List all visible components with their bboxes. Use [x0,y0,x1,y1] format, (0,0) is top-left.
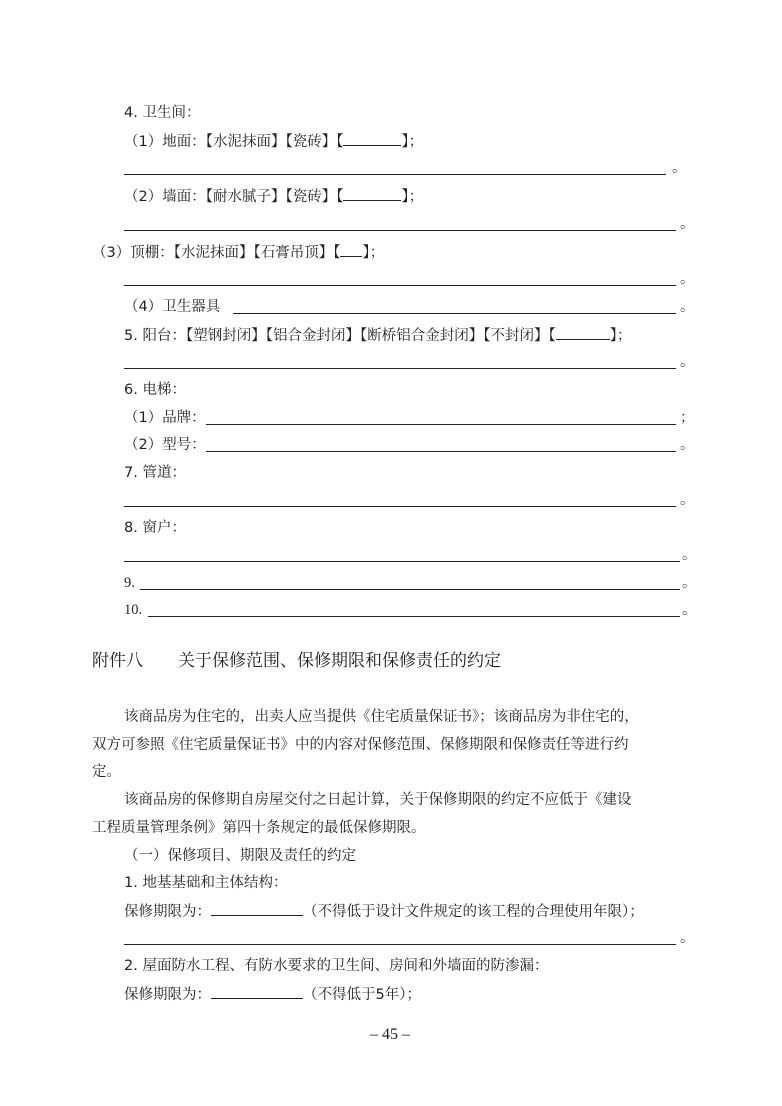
period-mark: 。 [672,160,687,176]
annex-title: 关于保修范围、保修期限和保修责任的约定 [178,651,501,671]
semicolon-mark: ； [680,410,695,426]
period-mark: 。 [680,216,695,232]
fill-line [124,944,676,945]
paragraph-line: 双方可参照《住宅质量保证书》中的内容对保修范围、保修期限和保修责任等进行约 [92,737,629,753]
bathroom-ceiling-line [92,242,384,263]
period-mark: 。 [682,602,697,618]
period-mark: 。 [680,354,695,370]
period-mark: 。 [680,930,695,946]
item-9-label: 9. [124,575,135,591]
bathroom-fixtures-label: （4）卫生器具 [124,299,221,315]
paragraph-line: 工程质量管理条例》第四十条规定的最低保修期限。 [92,820,426,836]
fill-line [206,424,676,425]
fill-line [124,230,676,231]
fill-line [233,313,676,314]
paragraph-line: 定。 [92,764,121,780]
close-semicolon: 】； [362,245,385,261]
section-6-title: 6. 电梯： [124,382,186,398]
bathroom-wall-blank [343,186,401,201]
period-mark: 。 [680,299,695,315]
period-mark: 。 [680,492,695,508]
warranty-item-1-period [124,901,644,922]
annex-label: 附件八 [92,651,143,671]
section-8-title: 8. 窗户： [124,520,186,536]
period-mark: 。 [680,437,695,453]
balcony-label: 5. 阳台：【塑钢封闭】【铝合金封闭】【断桥铝合金封闭】【不封闭】【 [124,328,556,344]
bathroom-floor-label: （1）地面：【水泥抹面】【瓷砖】【 [124,134,344,150]
close-semicolon: 】； [401,134,424,150]
fill-line [140,589,680,590]
period-label: 保修期限为： [124,904,211,920]
close-semicolon: 】； [609,328,632,344]
period-mark: 。 [682,547,697,563]
fill-line [124,285,676,286]
fill-line [124,174,666,175]
close-semicolon: 】； [401,189,424,205]
period-note: （不得低于5年）； [303,987,421,1003]
warranty-item-1-title: 1. 地基基础和主体结构： [124,875,288,891]
period-mark: 。 [682,575,697,591]
warranty-item-2-period [124,984,421,1005]
warranty-item-2-title: 2. 屋面防水工程、有防水要求的卫生间、房间和外墙面的防渗漏： [124,958,549,974]
bathroom-floor-blank [343,131,401,146]
fill-line [124,368,676,369]
balcony-line [124,325,631,346]
fill-line [148,616,680,617]
bathroom-wall-label: （2）墙面：【耐水腻子】【瓷砖】【 [124,189,344,205]
period-note: （不得低于设计文件规定的该工程的合理使用年限）； [303,904,644,920]
elevator-model-label: （2）型号： [124,437,206,453]
page-number: – 45 – [370,1026,410,1043]
period-blank [211,901,303,916]
fill-line [124,561,680,562]
bathroom-ceiling-label: （3）顶棚：【水泥抹面】【石膏吊顶】【 [92,245,341,261]
item-10-label: 10. [124,602,143,618]
paragraph-line: 该商品房的保修期自房屋交付之日起计算，关于保修期限的约定不应低于《建设 [124,792,632,808]
fill-line [206,451,676,452]
balcony-blank [556,325,610,340]
bathroom-ceiling-blank [340,242,362,257]
elevator-brand-label: （1）品牌： [124,410,206,426]
section-4-title: 4. 卫生间： [124,105,201,121]
period-blank [211,984,303,999]
period-label: 保修期限为： [124,987,211,1003]
period-mark: 。 [680,271,695,287]
bathroom-wall-line [124,186,423,207]
section-7-title: 7. 管道： [124,465,186,481]
fill-line [124,506,676,507]
subsection-title: （一）保修项目、期限及责任的约定 [124,848,356,864]
bathroom-floor-line [124,131,423,152]
paragraph-line: 该商品房为住宅的，出卖人应当提供《住宅质量保证书》；该商品房为非住宅的， [124,709,639,725]
